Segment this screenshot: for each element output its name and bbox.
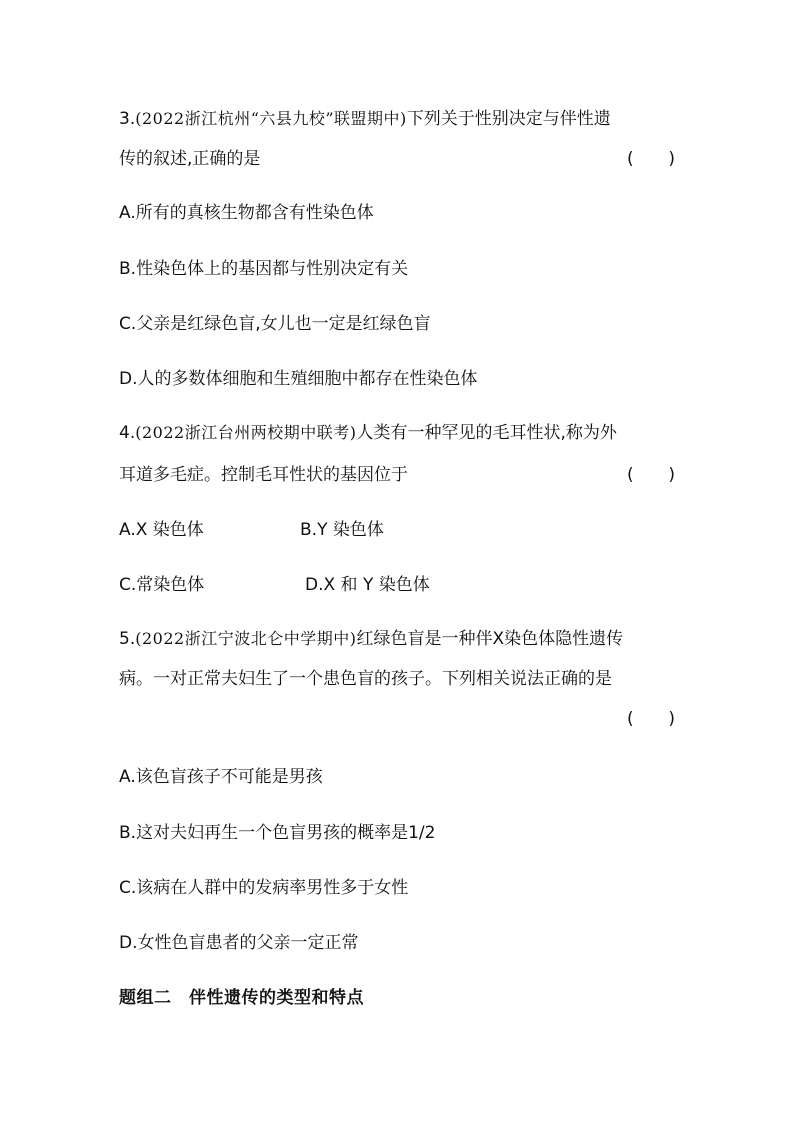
- question-3-option-b: B.性染色体上的基因都与性别决定有关: [119, 259, 409, 279]
- question-4-option-c: C.常染色体: [119, 575, 205, 595]
- question-4-answer-blank[interactable]: ( ): [627, 465, 675, 485]
- question-5-option-d: D.女性色盲患者的父亲一定正常: [119, 933, 359, 953]
- question-3-answer-blank[interactable]: ( ): [627, 149, 675, 169]
- question-3-stem-line-2: [119, 147, 675, 171]
- question-4-option-b: B.Y 染色体: [300, 520, 384, 540]
- question-4-stem-text-1: 人类有一种罕见的毛耳性状,称为外: [356, 423, 617, 443]
- question-4-options-row-2: [119, 573, 675, 597]
- question-5-option-a: A.该色盲孩子不可能是男孩: [119, 767, 323, 787]
- question-5-answer-blank[interactable]: ( ): [627, 709, 675, 729]
- question-5-option-c: C.该病在人群中的发病率男性多于女性: [119, 878, 409, 898]
- question-3-stem-line-1: [119, 107, 675, 131]
- question-4-stem: [119, 421, 675, 487]
- question-3-source: (2022浙江杭州“六县九校”联盟期中): [135, 109, 407, 128]
- question-4-options-row-1: [119, 518, 675, 542]
- question-4-source: (2022浙江台州两校期中联考): [135, 423, 357, 442]
- question-4-option-d: D.X 和 Y 染色体: [305, 575, 430, 595]
- question-3-number: 3.: [119, 109, 136, 129]
- question-3-option-d: D.人的多数体细胞和生殖细胞中都存在性染色体: [119, 369, 478, 389]
- question-5-blank-line: [119, 707, 675, 731]
- question-5-stem-line-1: [119, 627, 675, 651]
- question-4-stem-line-1: [119, 421, 675, 445]
- question-3-stem-text-1: 下列关于性别决定与伴性遗: [406, 109, 611, 129]
- question-5-stem-text-1: 红绿色盲是一种伴X染色体隐性遗传: [356, 629, 624, 649]
- question-3-option-a: A.所有的真核生物都含有性染色体: [119, 203, 374, 223]
- section-heading: 题组二 伴性遗传的类型和特点: [119, 988, 364, 1008]
- question-5-source: (2022浙江宁波北仑中学期中): [135, 629, 357, 648]
- question-5-option-b: B.这对夫妇再生一个色盲男孩的概率是1/2: [119, 823, 436, 843]
- question-5-stem: [119, 627, 675, 731]
- question-4-option-a: A.X 染色体: [119, 520, 204, 540]
- question-5-number: 5.: [119, 629, 136, 649]
- question-4-number: 4.: [119, 423, 136, 443]
- question-4-stem-line-2: [119, 463, 675, 487]
- question-5-stem-text-2: 病。一对正常夫妇生了一个患色盲的孩子。下列相关说法正确的是: [119, 669, 612, 689]
- question-4-stem-text-2: 耳道多毛症。控制毛耳性状的基因位于: [119, 465, 408, 485]
- question-3-stem-text-2: 传的叙述,正确的是: [119, 149, 261, 169]
- question-3-stem: [119, 107, 675, 171]
- question-3-option-c: C.父亲是红绿色盲,女儿也一定是红绿色盲: [119, 314, 431, 334]
- question-5-stem-line-2: [119, 667, 675, 691]
